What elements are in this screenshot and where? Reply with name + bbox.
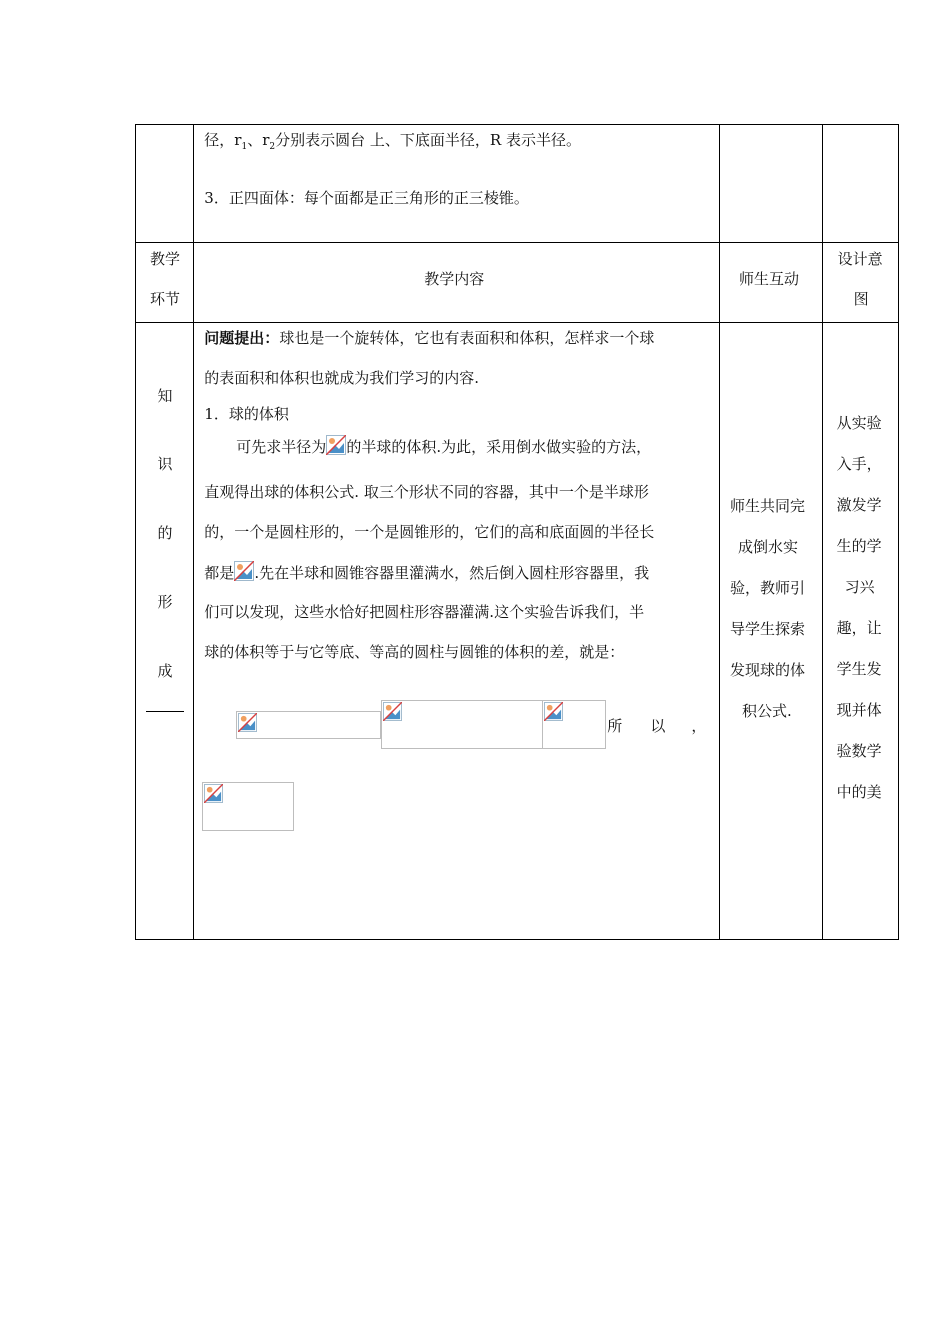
radius-note: 径，$r_1$、$r_2$分别表示圆台 上、下底面半径，R 表示半径。 [204, 131, 581, 152]
broken-image-icon [204, 784, 223, 803]
intent-line: 验数学 [836, 742, 882, 760]
sphere-volume-heading: 1．球的体积 [204, 405, 289, 423]
question-text: 球也是一个旋转体，它也有表面积和体积，怎样求一个球 [279, 329, 655, 347]
section-label-cell [136, 323, 194, 940]
intent-line: 学生发 [836, 660, 882, 678]
paragraph-line5: 们可以发现，这些水恰好把圆柱形容器灌满.这个实验告诉我们，半 [204, 603, 645, 621]
broken-image-icon [326, 435, 346, 455]
interaction-line: 导学生探索 [730, 620, 806, 638]
formula-image-1 [236, 711, 381, 739]
formula-image-4 [202, 782, 294, 831]
continuation-empty-cell [136, 125, 194, 243]
header-intent-line1: 设计意 [837, 250, 883, 268]
paragraph-line4: 都是 .先在半球和圆锥容器里灌满水，然后倒入圆柱形容器里，我 [204, 561, 649, 583]
interaction-line: 发现球的体 [730, 661, 806, 679]
lesson-table [135, 124, 899, 940]
intent-line: 生的学 [836, 537, 882, 555]
section-char: 知 [157, 387, 173, 405]
paragraph-line6: 球的体积等于与它等底、等高的圆柱与圆锥的体积的差，就是： [204, 643, 625, 661]
header-intent-line2: 图 [853, 290, 869, 308]
section-char: 识 [157, 455, 173, 473]
intent-line: 从实验 [836, 414, 882, 432]
intent-line: 习兴 [844, 578, 875, 596]
suoyi-text: 所 以 ， [607, 717, 707, 735]
broken-image-icon [238, 713, 257, 732]
intent-line: 中的美 [836, 783, 882, 801]
header-section-line1: 教学 [150, 250, 181, 268]
header-row [136, 243, 899, 323]
header-content-cell [194, 243, 720, 323]
section-char: 成 [157, 662, 173, 680]
question-line [204, 327, 654, 348]
question-line2: 的表面积和体积也就成为我们学习的内容. [204, 369, 480, 387]
paragraph-line2: 直观得出球的体积公式. 取三个形状不同的容器，其中一个是半球形 [204, 483, 649, 501]
knowledge-row [136, 323, 899, 940]
continuation-content-cell [194, 125, 720, 243]
intent-line: 趣，让 [836, 619, 882, 637]
interaction-line: 验，教师引 [730, 579, 806, 597]
intent-line: 入手， [836, 455, 882, 473]
interaction-line: 积公式. [742, 702, 792, 720]
header-interaction-label: 师生互动 [739, 270, 800, 288]
continuation-row [136, 125, 899, 243]
section-char: 的 [157, 524, 173, 542]
header-section-cell [136, 243, 194, 323]
formula-image-3 [542, 700, 606, 749]
question-label: 问题提出： [204, 329, 280, 347]
interaction-cell [720, 323, 823, 940]
header-interaction-cell [720, 243, 823, 323]
intent-cell [822, 323, 898, 940]
paragraph-line1: 可先求半径为 的半球的体积.为此，采用倒水做实验的方法， [236, 435, 651, 457]
continuation-interaction-cell [720, 125, 823, 243]
broken-image-icon [544, 702, 563, 721]
intent-line: 激发学 [836, 496, 882, 514]
section-char: 形 [157, 593, 173, 611]
formula-image-2 [381, 700, 543, 749]
lesson-content-cell [194, 323, 720, 940]
header-intent-cell [822, 243, 898, 323]
header-content-label: 教学内容 [424, 270, 485, 288]
interaction-line: 成倒水实 [738, 538, 799, 556]
broken-image-icon [234, 561, 254, 581]
tetrahedron-definition: 3．正四面体：每个面都是正三角形的正三棱锥。 [204, 189, 529, 207]
broken-image-icon [383, 702, 402, 721]
continuation-intent-cell [822, 125, 898, 243]
intent-line: 现并体 [836, 701, 882, 719]
section-underline [146, 711, 184, 712]
paragraph-line3: 的，一个是圆柱形的，一个是圆锥形的，它们的高和底面圆的半径长 [204, 523, 655, 541]
header-section-line2: 环节 [150, 290, 181, 308]
interaction-line: 师生共同完 [730, 497, 806, 515]
